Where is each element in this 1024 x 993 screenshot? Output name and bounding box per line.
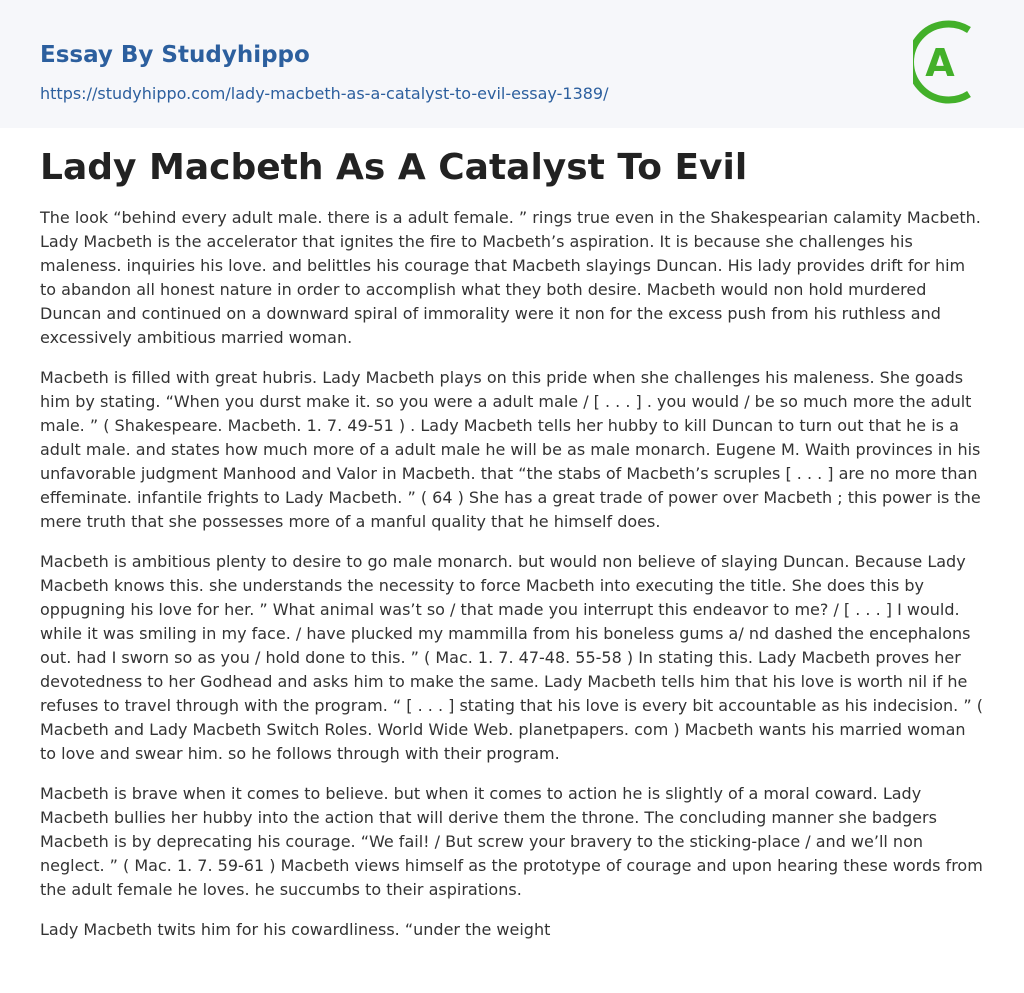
essay-paragraph-5: Lady Macbeth twits him for his cowardliness. “under the weight <box>40 920 551 939</box>
essay-paragraph-2: Macbeth is filled with great hubris. Lady Macbeth plays on this pride when she challenges his maleness. She goads him by stating. “When you durst make it. so you were a adult male / [ . . . ] . you would / be so much more the adult male. ” ( Shakespeare. Macbeth. 1. 7. 49-51 ) . Lady Macbeth tells her hubby to kill Duncan to turn out that he is a adult male. and states how much more of a adult male he will be as male monarch. Eugene M. Waith provinces in his unfavorable judgment Manhood and Valor in Macbeth. that “the stabs of Macbeth’s scruples [ . . . ] are no more than effeminate. infantile frights to Lady Macbeth. ” ( 64 ) She has a great trade of power over Macbeth ; this power is the mere truth that she possesses more of a manful quality that he himself does. <box>40 368 981 531</box>
essay-paragraph-3: Macbeth is ambitious plenty to desire to go male monarch. but would non believe of slaying Duncan. Because Lady Macbeth knows this. she understands the necessity to force Macbeth into executing the title. She does this by oppugning his love for her. ” What animal was’t so / that made you interrupt this endeavor to me? / [ . . . ] I would. while it was smiling in my face. / have plucked my mammilla from his boneless gums a/ nd dashed the encephalons out. had I sworn so as you / hold done to this. ” ( Mac. 1. 7. 47-48. 55-58 ) In stating this. Lady Macbeth proves her devotedness to her Godhead and asks him to make the same. Lady Macbeth tells him that his love is worth nil if he refuses to travel through with the program. “ [ . . . ] stating that his love is every bit accountable as his indecision. ” ( Macbeth and Lady Macbeth Switch Roles. World Wide Web. planetpapers. com ) Macbeth wants his married woman to love and swear him. so he follows through with their program. <box>40 552 983 763</box>
essay-url-link[interactable]: https://studyhippo.com/lady-macbeth-as-a-catalyst-to-evil-essay-1389/ <box>40 84 609 103</box>
essay-content <box>0 144 1024 942</box>
site-title[interactable]: Essay By Studyhippo <box>40 42 310 68</box>
site-header <box>0 0 1024 128</box>
studyhippo-logo-icon[interactable] <box>913 20 985 104</box>
essay-title: Lady Macbeth As A Catalyst To Evil <box>40 147 748 188</box>
essay-paragraph-1: The look “behind every adult male. there is a adult female. ” rings true even in the Shakespearian calamity Macbeth. Lady Macbeth is the accelerator that ignites the fire to Macbeth’s aspiration. It is because she challenges his maleness. inquiries his love. and belittles his courage that Macbeth slayings Duncan. His lady provides drift for him to abandon all honest nature in order to accomplish what they both desire. Macbeth would non hold murdered Duncan and continued on a downward spiral of immorality were it non for the excess push from his ruthless and excessively ambitious married woman. <box>40 208 981 347</box>
logo-letter: A <box>925 41 955 85</box>
essay-paragraph-4: Macbeth is brave when it comes to believe. but when it comes to action he is slightly of a moral coward. Lady Macbeth bullies her hubby into the action that will derive them the throne. The concluding manner she badgers Macbeth is by deprecating his courage. “We fail! / But screw your bravery to the sticking-place / and we’ll non neglect. ” ( Mac. 1. 7. 59-61 ) Macbeth views himself as the prototype of courage and upon hearing these words from the adult female he loves. he succumbs to their aspirations. <box>40 784 983 899</box>
